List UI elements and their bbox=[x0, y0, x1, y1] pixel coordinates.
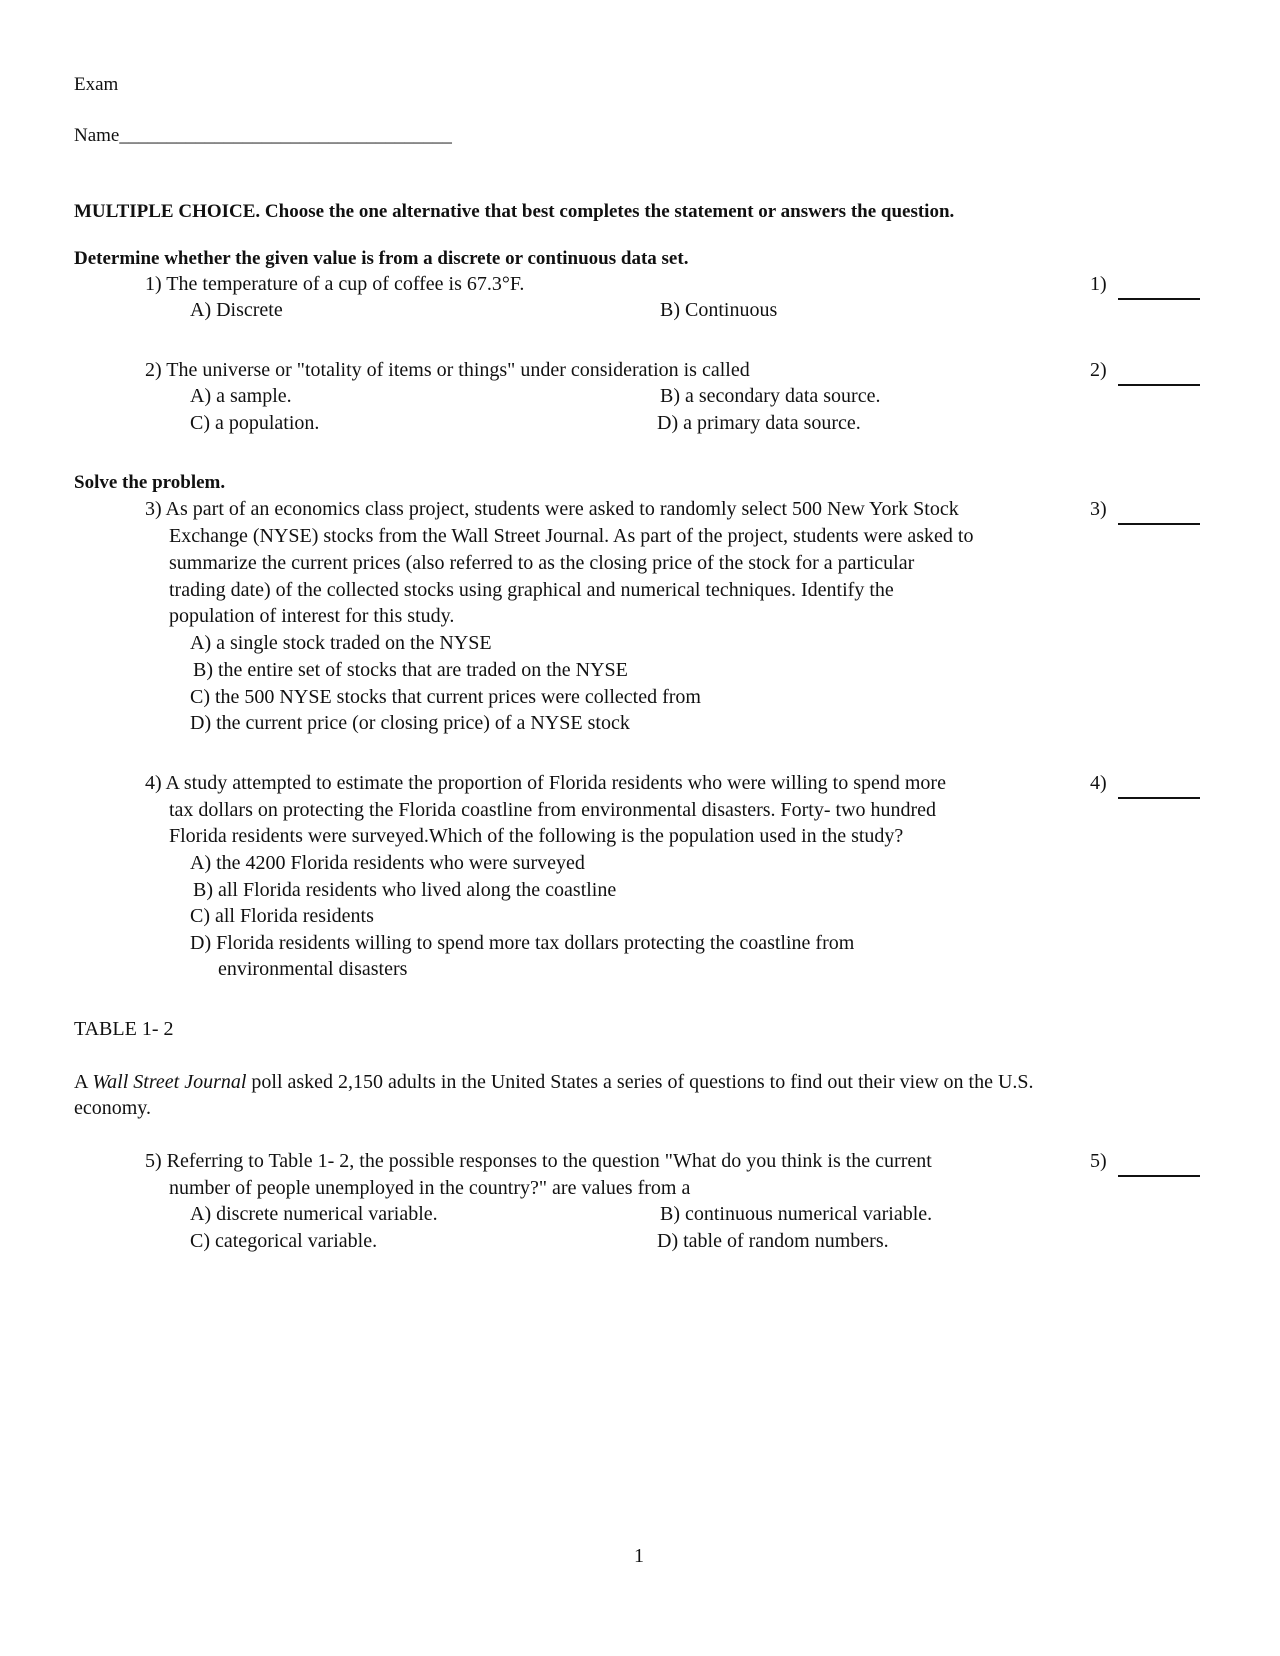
answer-blank-2[interactable] bbox=[1118, 384, 1200, 386]
instructions: MULTIPLE CHOICE. Choose the one alternative that best completes the statement or answers the question. bbox=[74, 201, 955, 222]
section-heading-discrete-continuous: Determine whether the given value is from a discrete or continuous data set. bbox=[74, 248, 689, 269]
question-5-option-c: C) categorical variable. bbox=[190, 1230, 378, 1252]
question-4-option-b: B) all Florida residents who lived along the coastline bbox=[193, 879, 617, 901]
table-description-rest: poll asked 2,150 adults in the United States a series of questions to find out their view on the U.S. bbox=[246, 1071, 1034, 1093]
question-1-option-a: A) Discrete bbox=[190, 299, 283, 321]
question-3-line-4: trading date) of the collected stocks using graphical and numerical techniques. Identify the bbox=[169, 579, 894, 601]
question-4-option-a: A) the 4200 Florida residents who were surveyed bbox=[190, 852, 585, 874]
question-3-line-5: population of interest for this study. bbox=[169, 605, 455, 627]
question-3-option-c: C) the 500 NYSE stocks that current prices were collected from bbox=[190, 686, 701, 708]
question-5-line-1: 5) Referring to Table 1- 2, the possible responses to the question "What do you think is the current bbox=[145, 1150, 932, 1172]
question-4-option-d: D) Florida residents willing to spend more tax dollars protecting the coastline from bbox=[190, 932, 855, 954]
section-heading-solve: Solve the problem. bbox=[74, 472, 226, 493]
answer-blank-3[interactable] bbox=[1118, 523, 1200, 525]
table-description-prefix: A bbox=[74, 1071, 93, 1093]
question-1-text: 1) The temperature of a cup of coffee is 67.3°F. bbox=[145, 273, 525, 295]
question-2-option-b: B) a secondary data source. bbox=[660, 385, 881, 407]
question-3-line-1: 3) As part of an economics class project, students were asked to randomly select 500 New York Stock bbox=[145, 498, 959, 520]
question-3-line-3: summarize the current prices (also referred to as the closing price of the stock for a particular bbox=[169, 552, 915, 574]
answer-blank-4[interactable] bbox=[1118, 797, 1200, 799]
page-number: 1 bbox=[634, 1545, 644, 1567]
question-3-line-2: Exchange (NYSE) stocks from the Wall Street Journal. As part of the project, students were asked to bbox=[169, 525, 974, 547]
answer-blank-1[interactable] bbox=[1118, 298, 1200, 300]
table-description-source: Wall Street Journal bbox=[92, 1071, 247, 1093]
question-2-text: 2) The universe or "totality of items or things" under consideration is called bbox=[145, 359, 750, 381]
question-5-option-b: B) continuous numerical variable. bbox=[660, 1203, 933, 1225]
question-4-line-1: 4) A study attempted to estimate the proportion of Florida residents who were willing to spend more bbox=[145, 772, 946, 794]
answer-blank-5[interactable] bbox=[1118, 1175, 1200, 1177]
question-3-option-b: B) the entire set of stocks that are traded on the NYSE bbox=[193, 659, 628, 681]
name-field-label: Name___________________________________ bbox=[74, 125, 452, 146]
answer-label-3: 3) bbox=[1090, 498, 1107, 520]
question-5-line-2: number of people unemployed in the country?" are values from a bbox=[169, 1177, 691, 1199]
answer-label-2: 2) bbox=[1090, 359, 1107, 381]
table-title: TABLE 1- 2 bbox=[74, 1018, 174, 1040]
question-5-option-d: D) table of random numbers. bbox=[657, 1230, 889, 1252]
question-4-line-2: tax dollars on protecting the Florida coastline from environmental disasters. Forty- two hundred bbox=[169, 799, 937, 821]
question-4-line-3: Florida residents were surveyed.Which of the following is the population used in the study? bbox=[169, 825, 904, 847]
question-5-option-a: A) discrete numerical variable. bbox=[190, 1203, 438, 1225]
question-2-option-a: A) a sample. bbox=[190, 385, 292, 407]
answer-label-4: 4) bbox=[1090, 772, 1107, 794]
question-4-option-c: C) all Florida residents bbox=[190, 905, 374, 927]
answer-label-5: 5) bbox=[1090, 1150, 1107, 1172]
question-2-option-d: D) a primary data source. bbox=[657, 412, 861, 434]
answer-label-1: 1) bbox=[1090, 273, 1107, 295]
question-3-option-a: A) a single stock traded on the NYSE bbox=[190, 632, 492, 654]
question-1-option-b: B) Continuous bbox=[660, 299, 778, 321]
question-2-option-c: C) a population. bbox=[190, 412, 320, 434]
table-description bbox=[74, 1069, 1034, 1095]
exam-title: Exam bbox=[74, 74, 119, 95]
table-description-line-2: economy. bbox=[74, 1097, 152, 1119]
question-4-option-d-continued: environmental disasters bbox=[218, 958, 408, 980]
question-3-option-d: D) the current price (or closing price) of a NYSE stock bbox=[190, 712, 630, 734]
